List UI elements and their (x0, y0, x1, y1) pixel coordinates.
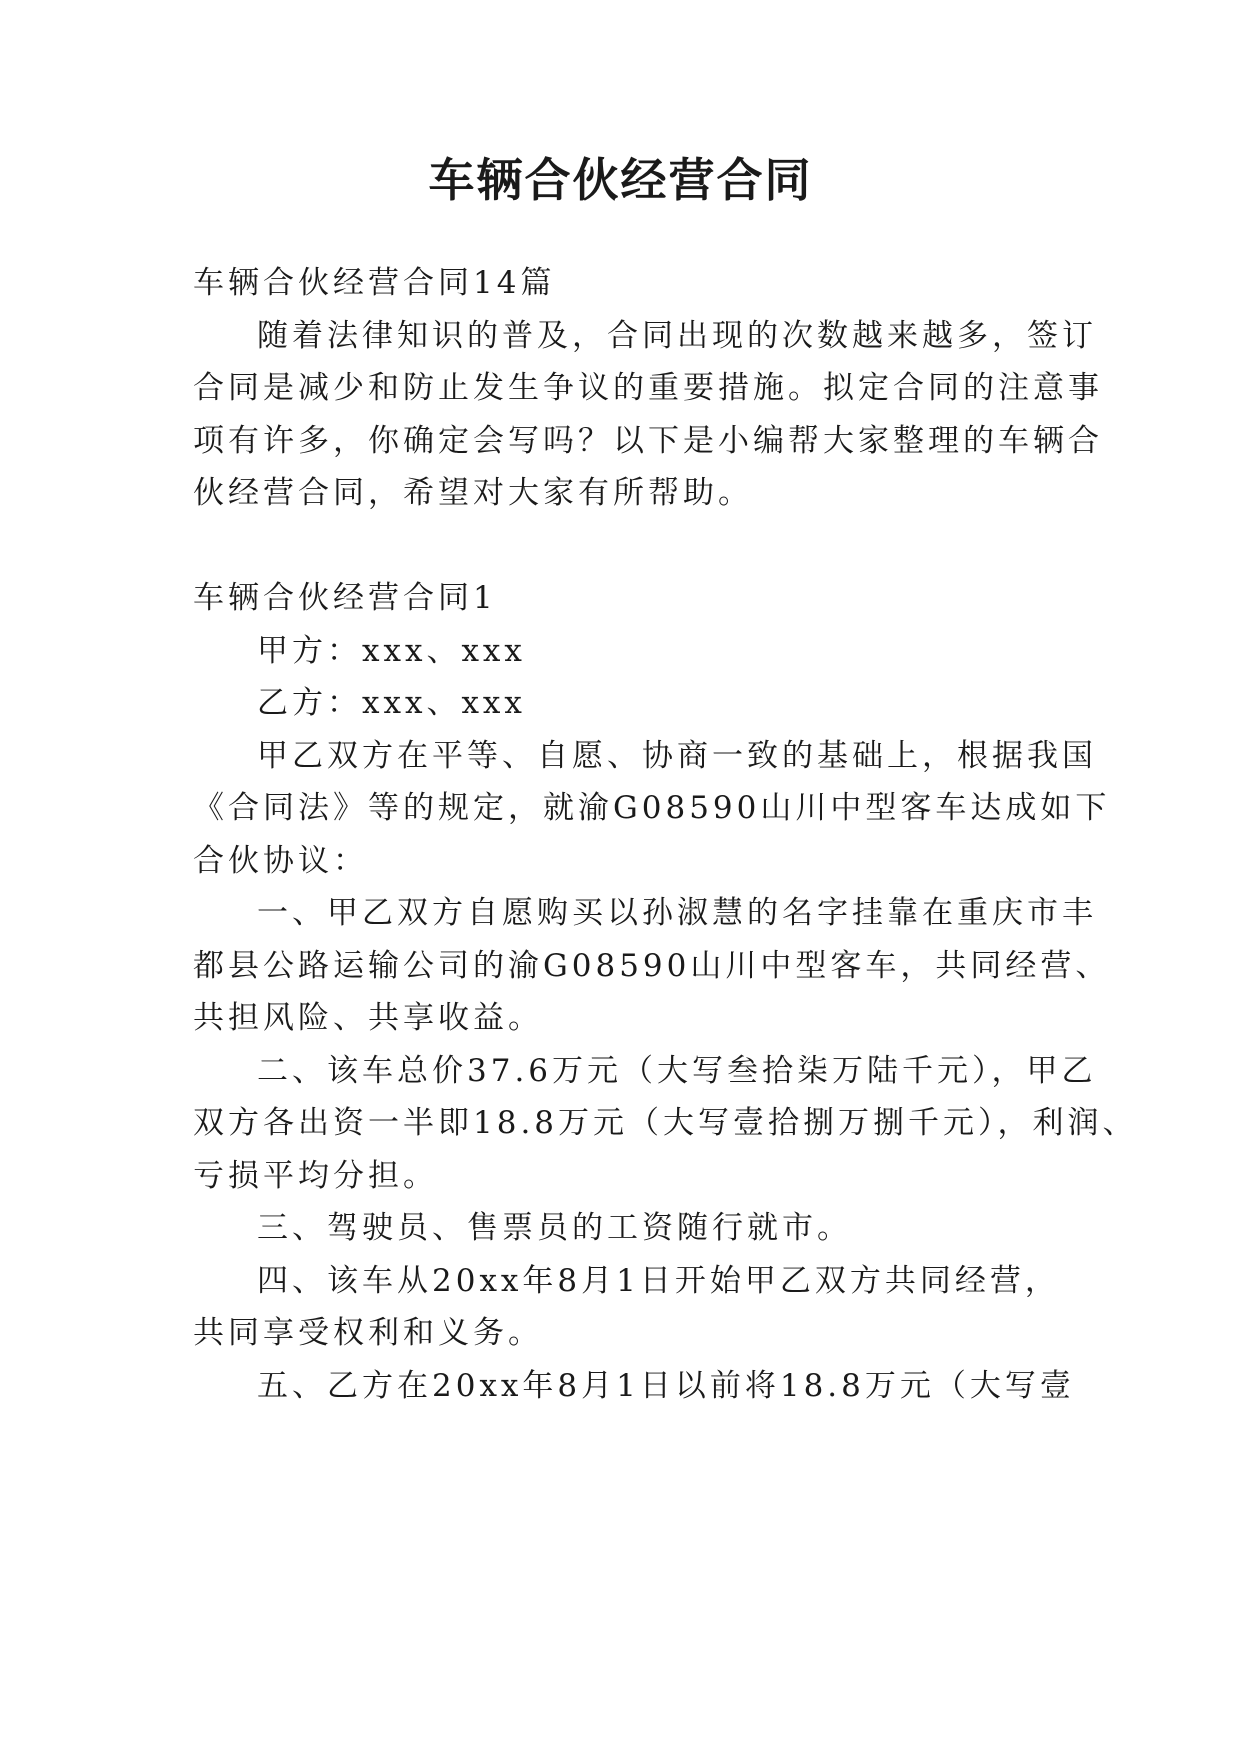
clause-1-line: 一、甲乙双方自愿购买以孙淑慧的名字挂靠在重庆市丰 (257, 895, 1097, 931)
preamble-line: 《合同法》等的规定，就渝G08590山川中型客车达成如下 (193, 790, 1111, 826)
subtitle: 车辆合伙经营合同14篇 (193, 265, 556, 301)
party-b: 乙方：xxx、xxx (257, 685, 526, 721)
clause-2-line: 亏损平均分担。 (193, 1158, 438, 1194)
clause-1-line: 共担风险、共享收益。 (193, 1000, 543, 1036)
intro-line: 项有许多，你确定会写吗？以下是小编帮大家整理的车辆合 (193, 423, 1103, 459)
party-a: 甲方：xxx、xxx (257, 633, 526, 669)
clause-1-line: 都县公路运输公司的渝G08590山川中型客车，共同经营、 (193, 948, 1111, 984)
section-heading: 车辆合伙经营合同1 (193, 580, 497, 616)
preamble-line: 合伙协议： (193, 843, 368, 879)
clause-5-line: 五、乙方在20xx年8月1日以前将18.8万元（大写壹 (257, 1368, 1075, 1404)
clause-2-line: 二、该车总价37.6万元（大写叁拾柒万陆千元），甲乙 (257, 1053, 1097, 1089)
intro-line: 随着法律知识的普及，合同出现的次数越来越多，签订 (257, 318, 1097, 354)
clause-3-line: 三、驾驶员、售票员的工资随行就市。 (257, 1210, 852, 1246)
clause-2-line: 双方各出资一半即18.8万元（大写壹拾捌万捌千元），利润、 (193, 1105, 1138, 1141)
document-title: 车辆合伙经营合同 (428, 153, 813, 207)
preamble-line: 甲乙双方在平等、自愿、协商一致的基础上，根据我国 (257, 738, 1097, 774)
clause-4-line: 四、该车从20xx年8月1日开始甲乙双方共同经营， (257, 1263, 1060, 1299)
intro-line: 合同是减少和防止发生争议的重要措施。拟定合同的注意事 (193, 370, 1103, 406)
intro-line: 伙经营合同，希望对大家有所帮助。 (193, 475, 753, 511)
clause-4-line: 共同享受权利和义务。 (193, 1315, 543, 1351)
